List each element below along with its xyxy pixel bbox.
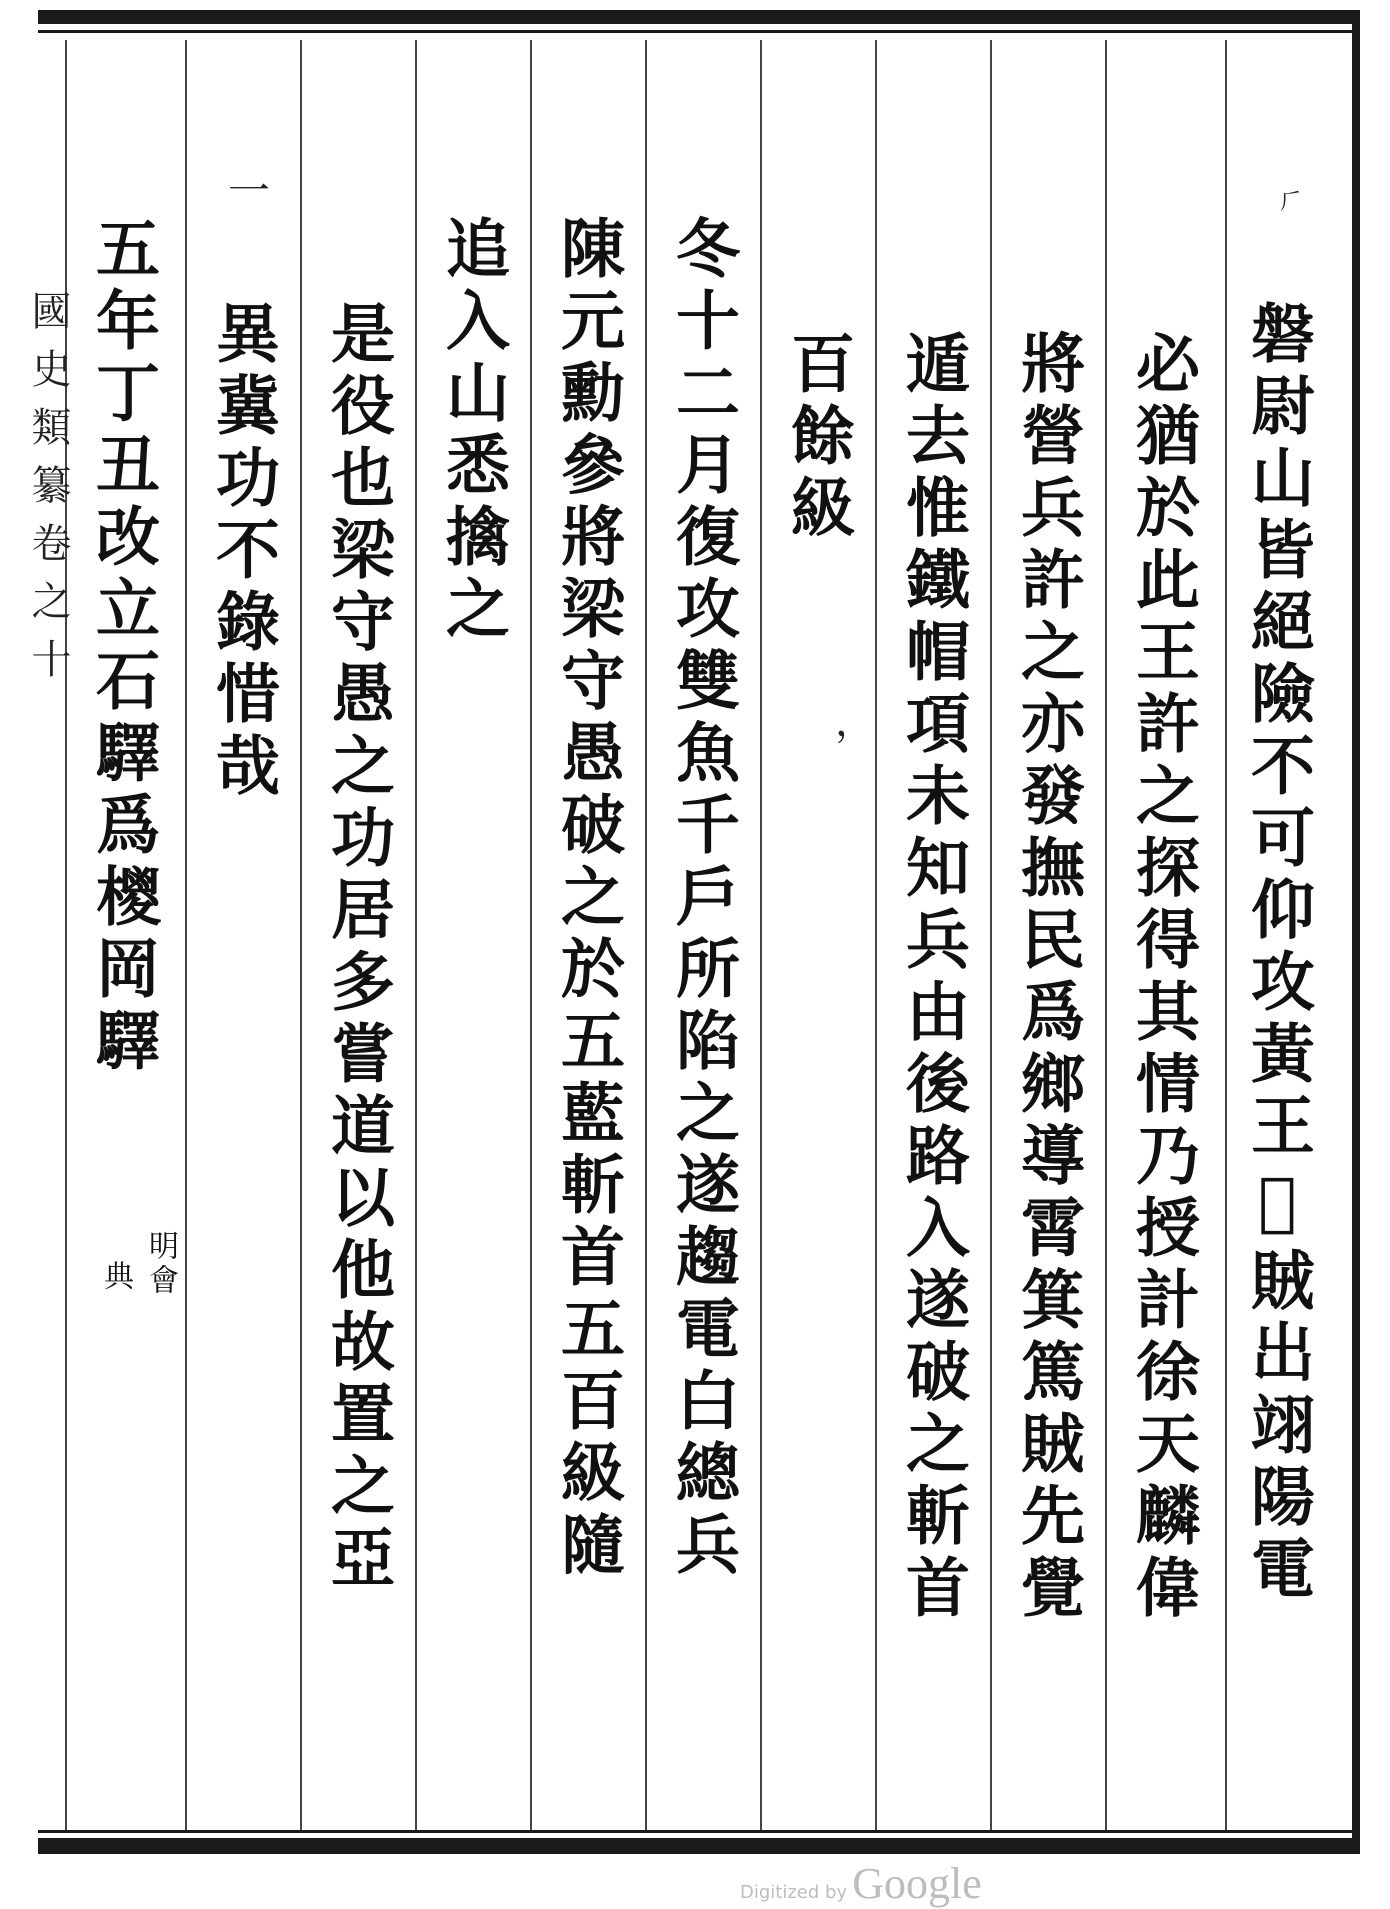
text-column-1: 磐尉山皆絕險不可仰攻黃王𤥨賊出翊陽電: [1240, 300, 1315, 1607]
text-column-2: 必猶於此王許之探得其情乃授計徐天麟偉: [1125, 330, 1200, 1626]
column-separator: [1105, 40, 1107, 1830]
column-separator: [645, 40, 647, 1830]
bottom-border-thin-rule: [38, 1830, 1360, 1833]
google-logo-text: Google: [852, 1859, 982, 1908]
text-column-8: 追入山悉擒之: [435, 215, 510, 647]
text-column-11: 五年丁丑改立石驛爲㯶岡驛: [85, 215, 160, 1079]
top-border-thin-rule: [38, 30, 1360, 33]
top-border-rule: [38, 10, 1360, 24]
left-margin-title: 國史類纂卷之十: [25, 290, 71, 696]
digitized-by-watermark: [740, 1858, 982, 1909]
text-column-6: 冬十二月復攻雙魚千戶所陷之遂趨電白總兵: [665, 215, 740, 1583]
column-separator: [1225, 40, 1227, 1830]
column-separator: [300, 40, 302, 1830]
column-separator: [530, 40, 532, 1830]
column-separator: [990, 40, 992, 1830]
column-separator: [185, 40, 187, 1830]
column-separator: [415, 40, 417, 1830]
top-margin-mark: 𠂆: [1280, 190, 1303, 215]
text-column-9: 是役也梁守愚之功居多嘗道以他故置之亞: [320, 300, 395, 1596]
column-separator: [760, 40, 762, 1830]
inline-note-2: 典: [98, 1260, 133, 1294]
bottom-border-rule: [38, 1838, 1360, 1854]
text-column-10: 異冀功不錄惜哉: [205, 300, 280, 804]
digitized-by-label: Digitized by: [740, 1882, 848, 1903]
right-border-rule: [1352, 10, 1360, 1854]
column-separator: [875, 40, 877, 1830]
text-column-3: 將營兵許之亦發撫民爲鄉導霄箕篤賊先覺: [1010, 330, 1085, 1626]
comma-mark: ，: [835, 699, 875, 745]
text-column-4: 遁去惟鐵帽項未知兵由後路入遂破之斬首: [895, 330, 970, 1626]
inline-note-1: 明會: [143, 1230, 178, 1298]
text-column-7: 陳元勳參將梁守愚破之於五藍斬首五百級隨: [550, 215, 625, 1583]
text-column-5: 百餘級: [780, 330, 855, 546]
bullet-mark: 一: [228, 166, 271, 215]
